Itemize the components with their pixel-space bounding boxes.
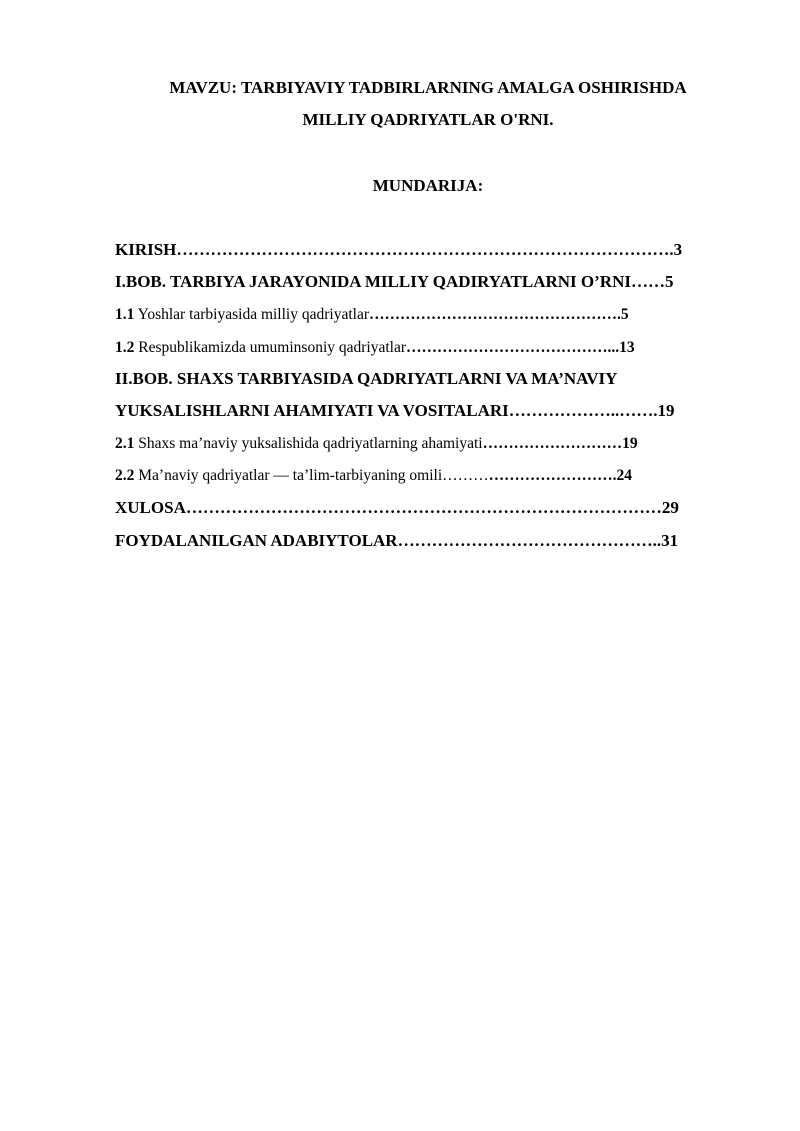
toc-entry-adabiyotlar: FOYDALANILGAN ADABIYTOLAR………………………………………..31 [115,531,679,550]
toc-entry-number: 1.1 [115,306,135,323]
document-title-line-1: MAVZU: TARBIYAVIY TADBIRLARNING AMALGA OSHIRISHDA [169,78,687,97]
toc-entry-leader-light: ……… [442,467,489,484]
toc-entry-xulosa: XULOSA…………………………………………………………………………29 [115,498,679,517]
toc-heading: MUNDARIJA: [372,176,484,195]
toc-entry-number: 2.1 [115,435,135,452]
toc-entry-title: Yoshlar tarbiyasida milliy qadriyatlar [134,306,369,323]
toc-entry-1-1 [115,305,745,325]
toc-entry-bob-2-line-1: II.BOB. SHAXS TARBIYASIDA QADRIYATLARNI VA MA’NAVIY [115,369,618,388]
toc-entry-title: Shaxs ma’naviy yuksalishida qadriyatlarning ahamiyati [134,435,483,452]
toc-entry-kirish: KIRISH…………………………………………………………………………….3 [115,240,683,259]
toc-entry-title: Respublikamizda umuminsoniy qadriyatlar [134,339,407,356]
document-title-line-2: MILLIY QADRIYATLAR O'RNI. [302,110,554,129]
toc-entry-bob-1: I.BOB. TARBIYA JARAYONIDA MILLIY QADIRYATLARNI O’RNI……5 [115,272,674,291]
toc-entry-leader: ………………………………………….5 [369,306,629,323]
toc-entry-number: 2.2 [115,467,135,484]
toc-entry-title: Ma’naviy qadriyatlar — ta’lim-tarbiyaning omili [134,467,443,484]
toc-entry-number: 1.2 [115,339,135,356]
toc-entry-leader: …………………………………...13 [406,339,635,356]
toc-entry-bob-2-line-2: YUKSALISHLARNI AHAMIYATI VA VOSITALARI………………..…….19 [115,401,675,420]
toc-entry-2-2 [115,466,745,486]
toc-entry-2-1 [115,434,745,454]
toc-entry-leader: …………………….24 [488,467,633,484]
toc-entry-leader: ………………………19 [482,435,638,452]
toc-entry-1-2 [115,338,745,358]
